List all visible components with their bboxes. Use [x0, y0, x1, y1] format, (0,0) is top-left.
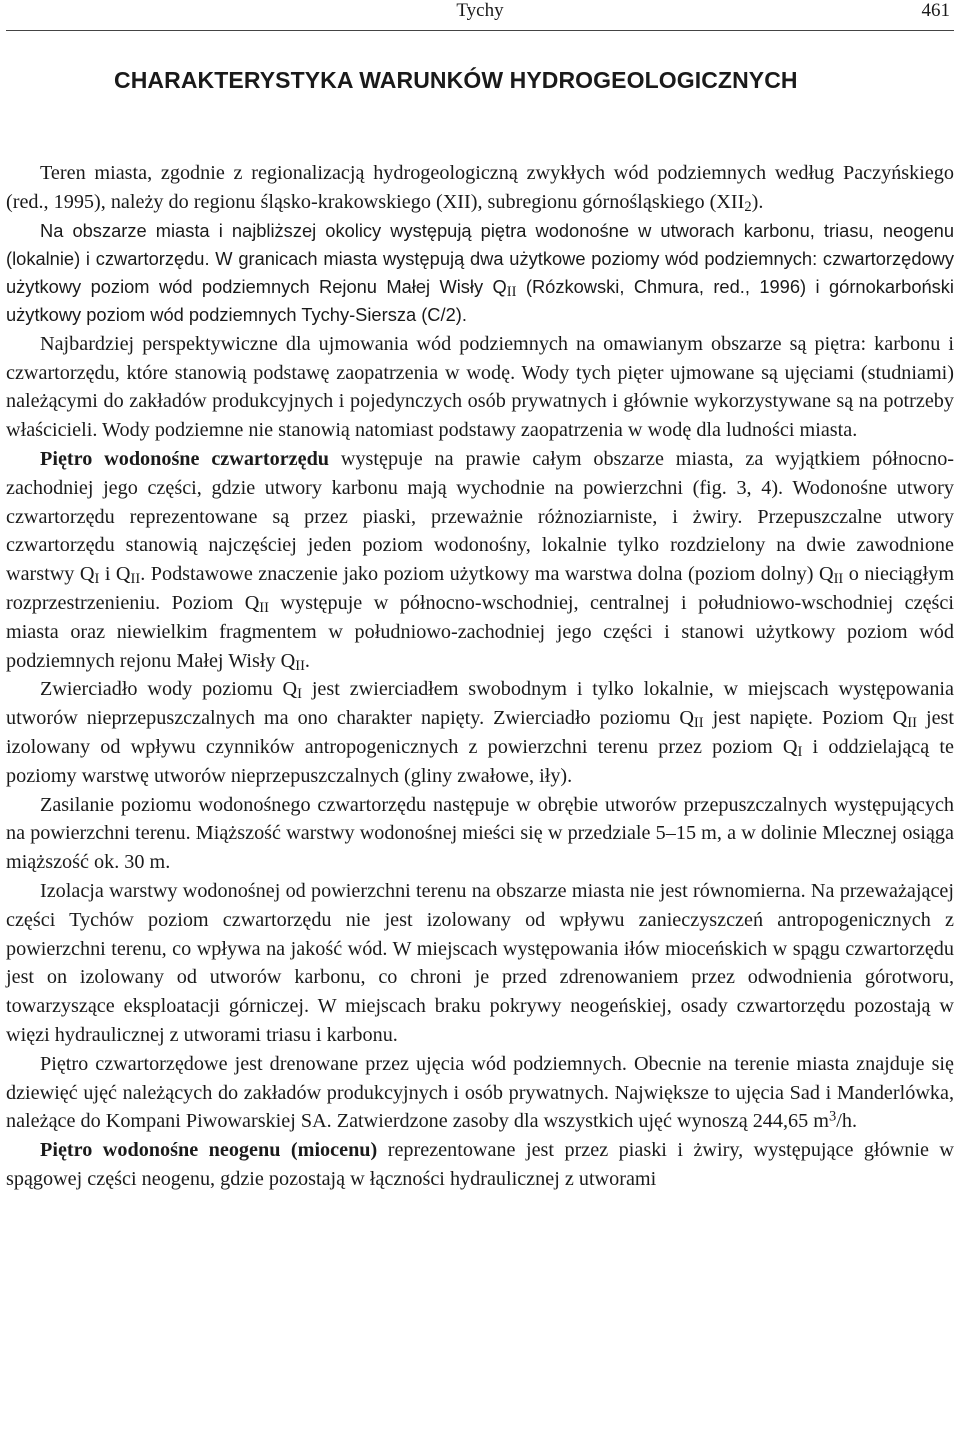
paragraph-isolation: Izolacja warstwy wodonośnej od powierzchni terenu na obszarze miasta nie jest równomierna. Na przeważającej części Tychów poziom czwartorzędu nie jest izolowany od wpływu zanieczyszczeń antropogenicznych z powierzchni terenu, co wpływa na jakość wód. W miejscach występowania iłów mioceńskich w spągu czwartorzędu jest on izolowany od utworów karbonu, co chroni je przed zdrenowaniem przez odwodnienia górotworu, towarzyszące eksploatacji górniczej. W miejscach braku pokrywy neogeńskiej, osady czwartorzędu pozostają w więzi hydraulicznej z utworami triasu i karbonu. — [6, 879, 954, 1046]
paragraph-regionalization: Teren miasta, zgodnie z regionalizacją hydrogeologiczną zwykłych wód podziemnych według Paczyńskiego (red., 1995), należy do regionu śląsko-krakowskiego (XII), subregionu górnośląskiego $(XII_2)$. — [6, 162, 954, 215]
paragraph-water-table: Zwierciadło wody poziomu $Q_I$ jest zwierciadłem swobodnym i tylko lokalnie, w miejscach występowania utworów nieprzepuszczalnych ma ono charakter napięty. Zwierciadło poziomu $Q_{II}$ jest napięte. Poziom $Q_{II}$ jest izolowany od wpływu czynników antropogenicznych z powierzchni terenu przez poziom $Q_I$ i oddzielającą te poziomy warstwę utworów nieprzepuszczalnych (gliny zwałowe, iły). — [6, 678, 954, 787]
paragraph-recharge: Zasilanie poziomu wodonośnego czwartorzędu następuje w obrębie utworów przepuszczalnych występujących na powierzchni terenu. Miąższość warstwy wodonośnej mieści się w przedziale 5–15 m, a w dolinie Mlecznej osiąga miąższość ok. 30 m. — [6, 793, 954, 874]
running-title: Tychy — [456, 0, 504, 21]
paragraph-drainage: Piętro czwartorzędowe jest drenowane przez ujęcia wód podziemnych. Obecnie na terenie miasta znajduje się dziewięć ujęć należących do zakładów produkcyjnych i osób prywatnych. Największe to ujęcia Sad i Manderlówka, należące do Kompani Piwowarskiej SA. Zatwierdzone zasoby dla wszystkich ujęć wynoszą 244,65 $m^3/h$. — [6, 1052, 954, 1133]
paragraph-neogene: Piętro wodonośne neogenu (miocenu) reprezentowane jest przez piaski i żwiry, występujące głównie w spągowej części neogenu, gdzie pozostają w łączności hydraulicznej z utworami — [6, 1139, 954, 1190]
body-text — [6, 159, 954, 1194]
running-header — [6, 0, 954, 31]
page-number: 461 — [921, 0, 950, 21]
section-title: CHARAKTERYSTYKA WARUNKÓW HYDROGEOLOGICZNYCH — [114, 67, 798, 93]
term-neogene: Piętro wodonośne neogenu (miocenu) — [40, 1139, 378, 1162]
paragraph-perspective: Najbardziej perspektywiczne dla ujmowania wód podziemnych na omawianym obszarze są piętra: karbonu i czwartorzędu, które stanowią podstawę zaopatrzenia w wodę. Wody tych pięter ujmowane są ujęciami (studniami) należącymi do zakładów produkcyjnych i pojedynczych osób prywatnych i głównie wykorzystywane są na potrzeby właścicieli. Wody podziemne nie stanowią natomiast podstawy zaopatrzenia w wodę dla ludności miasta. — [6, 332, 954, 442]
term-quaternary: Piętro wodonośne czwartorzędu — [40, 447, 330, 470]
paragraph-aquifers: Na obszarze miasta i najbliższej okolicy występują piętra wodonośne w utworach karbonu, triasu, neogenu (lokalnie) i czwartorzędu. W granicach miasta występują dwa użytkowe poziomy wód podziemnych: czwartorzędowy użytkowy poziom wód podziemnych Rejonu Małej Wisły $Q_{II}$ (Rózkowski, Chmura, red., 1996) i górnokarboński użytkowy poziom wód podziemnych Tychy-Siersza (C/2). — [6, 219, 954, 326]
paragraph-quaternary: Piętro wodonośne czwartorzędu występuje na prawie całym obszarze miasta, za wyjątkiem północno-zachodniej jego części, gdzie utwory karbonu mają wychodnie na powierzchni (fig. 3, 4). Wodonośne utwory czwartorzędu reprezentowane są przez piaski, przeważnie różnoziarniste, i żwiry. Przepuszczalne utwory czwartorzędu stanowią najczęściej jeden poziom wodonośny, lokalnie tylko rozdzielony na dwie zawodnione warstwy $Q_I$ i $Q_{II}$. Podstawowe znaczenie jako poziom użytkowy ma warstwa dolna (poziom dolny) $Q_{II}$ o nieciągłym rozprzestrzenieniu. Poziom $Q_{II}$ występuje w północno-wschodniej, centralnej i południowo-wschodniej części miasta oraz niewielkim fragmentem w południowo-zachodniej jego części i stanowi użytkowy poziom wód podziemnych rejonu Małej Wisły $Q_{II}$. — [6, 447, 955, 674]
